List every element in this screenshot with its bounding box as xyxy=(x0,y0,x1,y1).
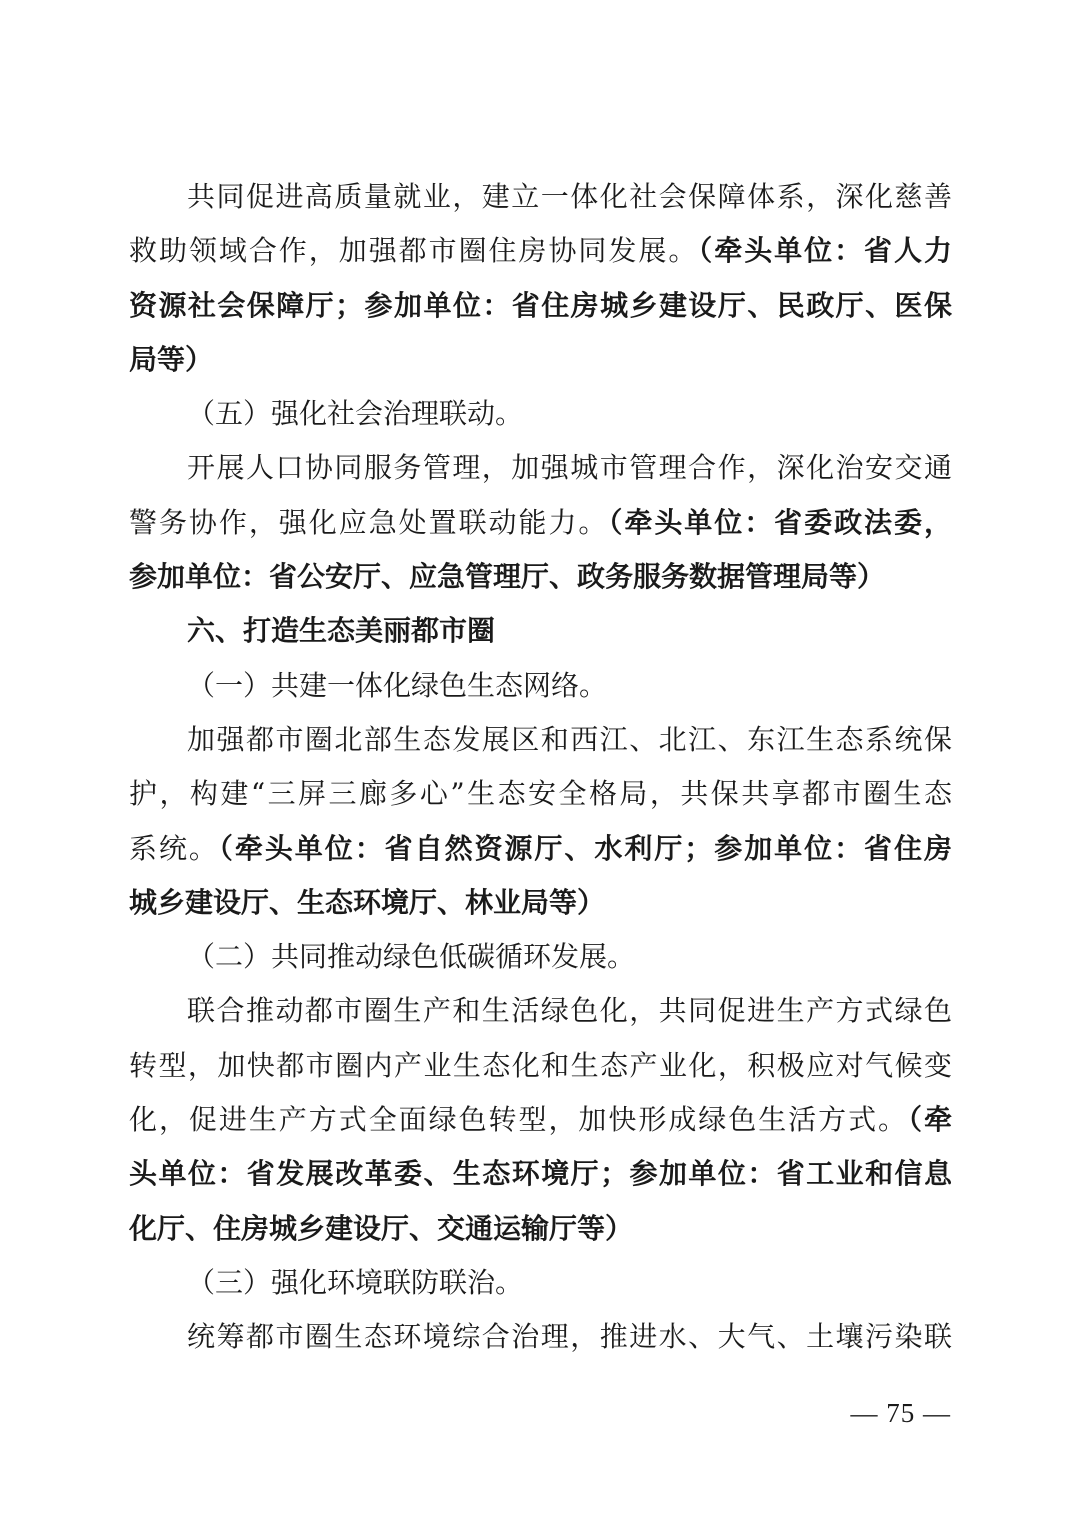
paragraph-line xyxy=(129,876,952,930)
responsible-units-text: 资源社会保障厅；参加单位：省住房城乡建设厅、民政厅、医保 xyxy=(129,288,952,322)
body-text: 加强都市圈北部生态发展区和西江、北江、东江生态系统保 xyxy=(187,722,952,756)
responsible-units-text: （牵头单位：省人力 xyxy=(698,234,952,268)
subheading-text: （三）强化环境联防联治。 xyxy=(187,1265,524,1299)
paragraph-line xyxy=(129,279,952,333)
body-text: 护，构建“三屏三廊多心”生态安全格局，共保共享都市圈生态 xyxy=(129,777,952,811)
body-text: 联合推动都市圈生产和生活绿色化，共同促进生产方式绿色 xyxy=(187,994,952,1028)
subheading xyxy=(129,387,952,441)
body-text: 转型，加快都市圈内产业生态化和生态产业化，积极应对气候变 xyxy=(129,1048,952,1082)
subheading-text: （一）共建一体化绿色生态网络。 xyxy=(187,668,608,702)
subheading-text: （二）共同推动绿色低碳循环发展。 xyxy=(187,940,636,974)
responsible-units-text: （牵 xyxy=(908,1103,952,1137)
body-text: 系统。 xyxy=(129,831,219,865)
subheading xyxy=(129,1256,952,1310)
paragraph-line xyxy=(129,984,952,1038)
page-body xyxy=(129,170,952,1365)
paragraph-line xyxy=(129,1039,952,1093)
section-heading-text: 六、打造生态美丽都市圈 xyxy=(187,614,496,648)
paragraph-line xyxy=(129,1310,952,1364)
paragraph-line xyxy=(129,441,952,495)
paragraph-line xyxy=(129,1093,952,1147)
body-text: 统筹都市圈生态环境综合治理，推进水、大气、土壤污染联 xyxy=(187,1320,952,1354)
responsible-units-text: 局等） xyxy=(129,342,214,376)
paragraph-line xyxy=(129,1202,952,1256)
body-text: 警务协作，强化应急处置联动能力。 xyxy=(129,505,609,539)
page-number: — 75 — xyxy=(850,1398,951,1428)
subheading xyxy=(129,930,952,984)
responsible-units-text: 头单位：省发展改革委、生态环境厅；参加单位：省工业和信息 xyxy=(129,1157,952,1191)
paragraph-line xyxy=(129,1147,952,1201)
body-text: 化，促进生产方式全面绿色转型，加快形成绿色生活方式。 xyxy=(129,1103,909,1137)
paragraph-line xyxy=(129,713,952,767)
body-text: 共同促进高质量就业，建立一体化社会保障体系，深化慈善 xyxy=(187,180,952,213)
body-text: 救助领域合作，加强都市圈住房协同发展。 xyxy=(129,234,699,268)
paragraph-line xyxy=(129,496,952,550)
paragraph-line xyxy=(129,170,952,224)
responsible-units-text: （牵头单位：省自然资源厅、水利厅；参加单位：省住房 xyxy=(218,831,952,865)
responsible-units-text: 城乡建设厅、生态环境厅、林业局等） xyxy=(129,885,606,919)
paragraph-line xyxy=(129,224,952,278)
paragraph-line xyxy=(129,822,952,876)
responsible-units-text: （牵头单位：省委政法委， xyxy=(608,505,952,539)
paragraph-line xyxy=(129,550,952,604)
section-heading xyxy=(129,604,952,658)
responsible-units-text: 化厅、住房城乡建设厅、交通运输厅等） xyxy=(129,1211,634,1245)
responsible-units-text: 参加单位：省公安厅、应急管理厅、政务服务数据管理局等） xyxy=(129,560,886,594)
paragraph-line xyxy=(129,333,952,387)
paragraph-line xyxy=(129,767,952,821)
subheading-text: （五）强化社会治理联动。 xyxy=(187,397,524,431)
subheading xyxy=(129,659,952,713)
body-text: 开展人口协同服务管理，加强城市管理合作，深化治安交通 xyxy=(187,451,952,485)
